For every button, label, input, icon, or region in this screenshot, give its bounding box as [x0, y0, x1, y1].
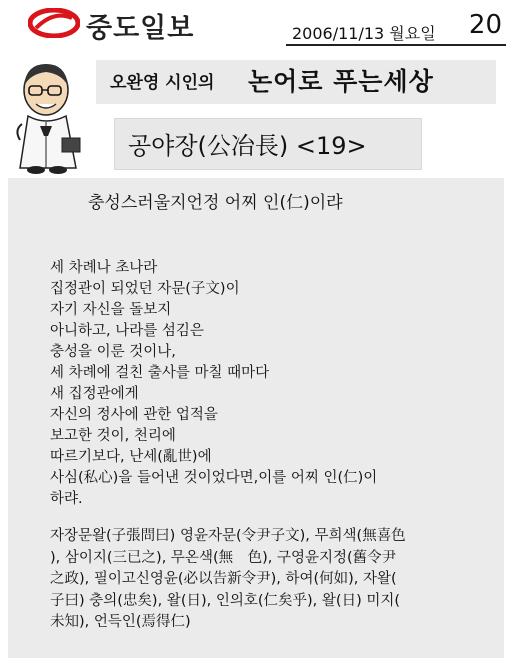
article-subtitle: 충성스러울지언정 어찌 인(仁)이랴 [88, 193, 343, 213]
poem-line: 따르기보다, 난세(亂世)에 [50, 449, 212, 465]
poem-line: 아니하고, 나라를 섬김은 [50, 323, 204, 339]
article-title: 공야장(公冶長) <19> [128, 132, 367, 160]
masthead [0, 0, 506, 48]
source-line: 子曰) 충의(忠矣), 왈(日), 인의호(仁矣乎), 왈(日) 미지( [50, 592, 401, 609]
poem-line: 자신의 정사에 관한 업적을 [50, 407, 218, 423]
poem-line: 충성을 이룬 것이나, [50, 344, 176, 360]
poem-line: 세 차례에 걸친 출사를 마칠 때마다 [50, 365, 270, 381]
newspaper-logo-icon [28, 8, 80, 38]
poem-line: 세 차례나 초나라 [50, 260, 158, 276]
page-number: 20 [468, 10, 502, 40]
source-line: 未知), 언득인(焉得仁) [50, 614, 191, 630]
poem-line: 집정관이 되었던 자문(子文)이 [50, 281, 240, 297]
poet-caricature-icon [12, 56, 92, 176]
poet-label: 오완영 시인의 [110, 73, 215, 93]
newspaper-name: 중도일보 [86, 13, 195, 44]
poem-line: 하랴. [50, 491, 83, 507]
source-line: 자장문왈(子張問曰) 영윤자문(令尹子文), 무희색(無喜色 [50, 528, 406, 544]
classical-source-text [50, 526, 490, 634]
issue-date: 2006/11/13 월요일 [292, 24, 436, 43]
poem-line: 자기 자신을 돌보지 [50, 302, 172, 318]
dateline [286, 10, 506, 46]
source-line: 之政), 필이고신영윤(必以告新令尹), 하여(何如), 자왈( [50, 571, 397, 587]
poem-line: 사심(私心)을 들어낸 것이었다면,이를 어찌 인(仁)이 [50, 470, 378, 486]
poem-body [50, 258, 490, 510]
column-series-title: 논어로 푸는세상 [248, 67, 434, 96]
source-line: ), 삼이지(三已之), 무온색(無 色), 구영윤지정(舊令尹 [50, 549, 397, 566]
poem-line: 보고한 것이, 천리에 [50, 428, 176, 444]
poem-line: 새 집정관에게 [50, 386, 139, 402]
